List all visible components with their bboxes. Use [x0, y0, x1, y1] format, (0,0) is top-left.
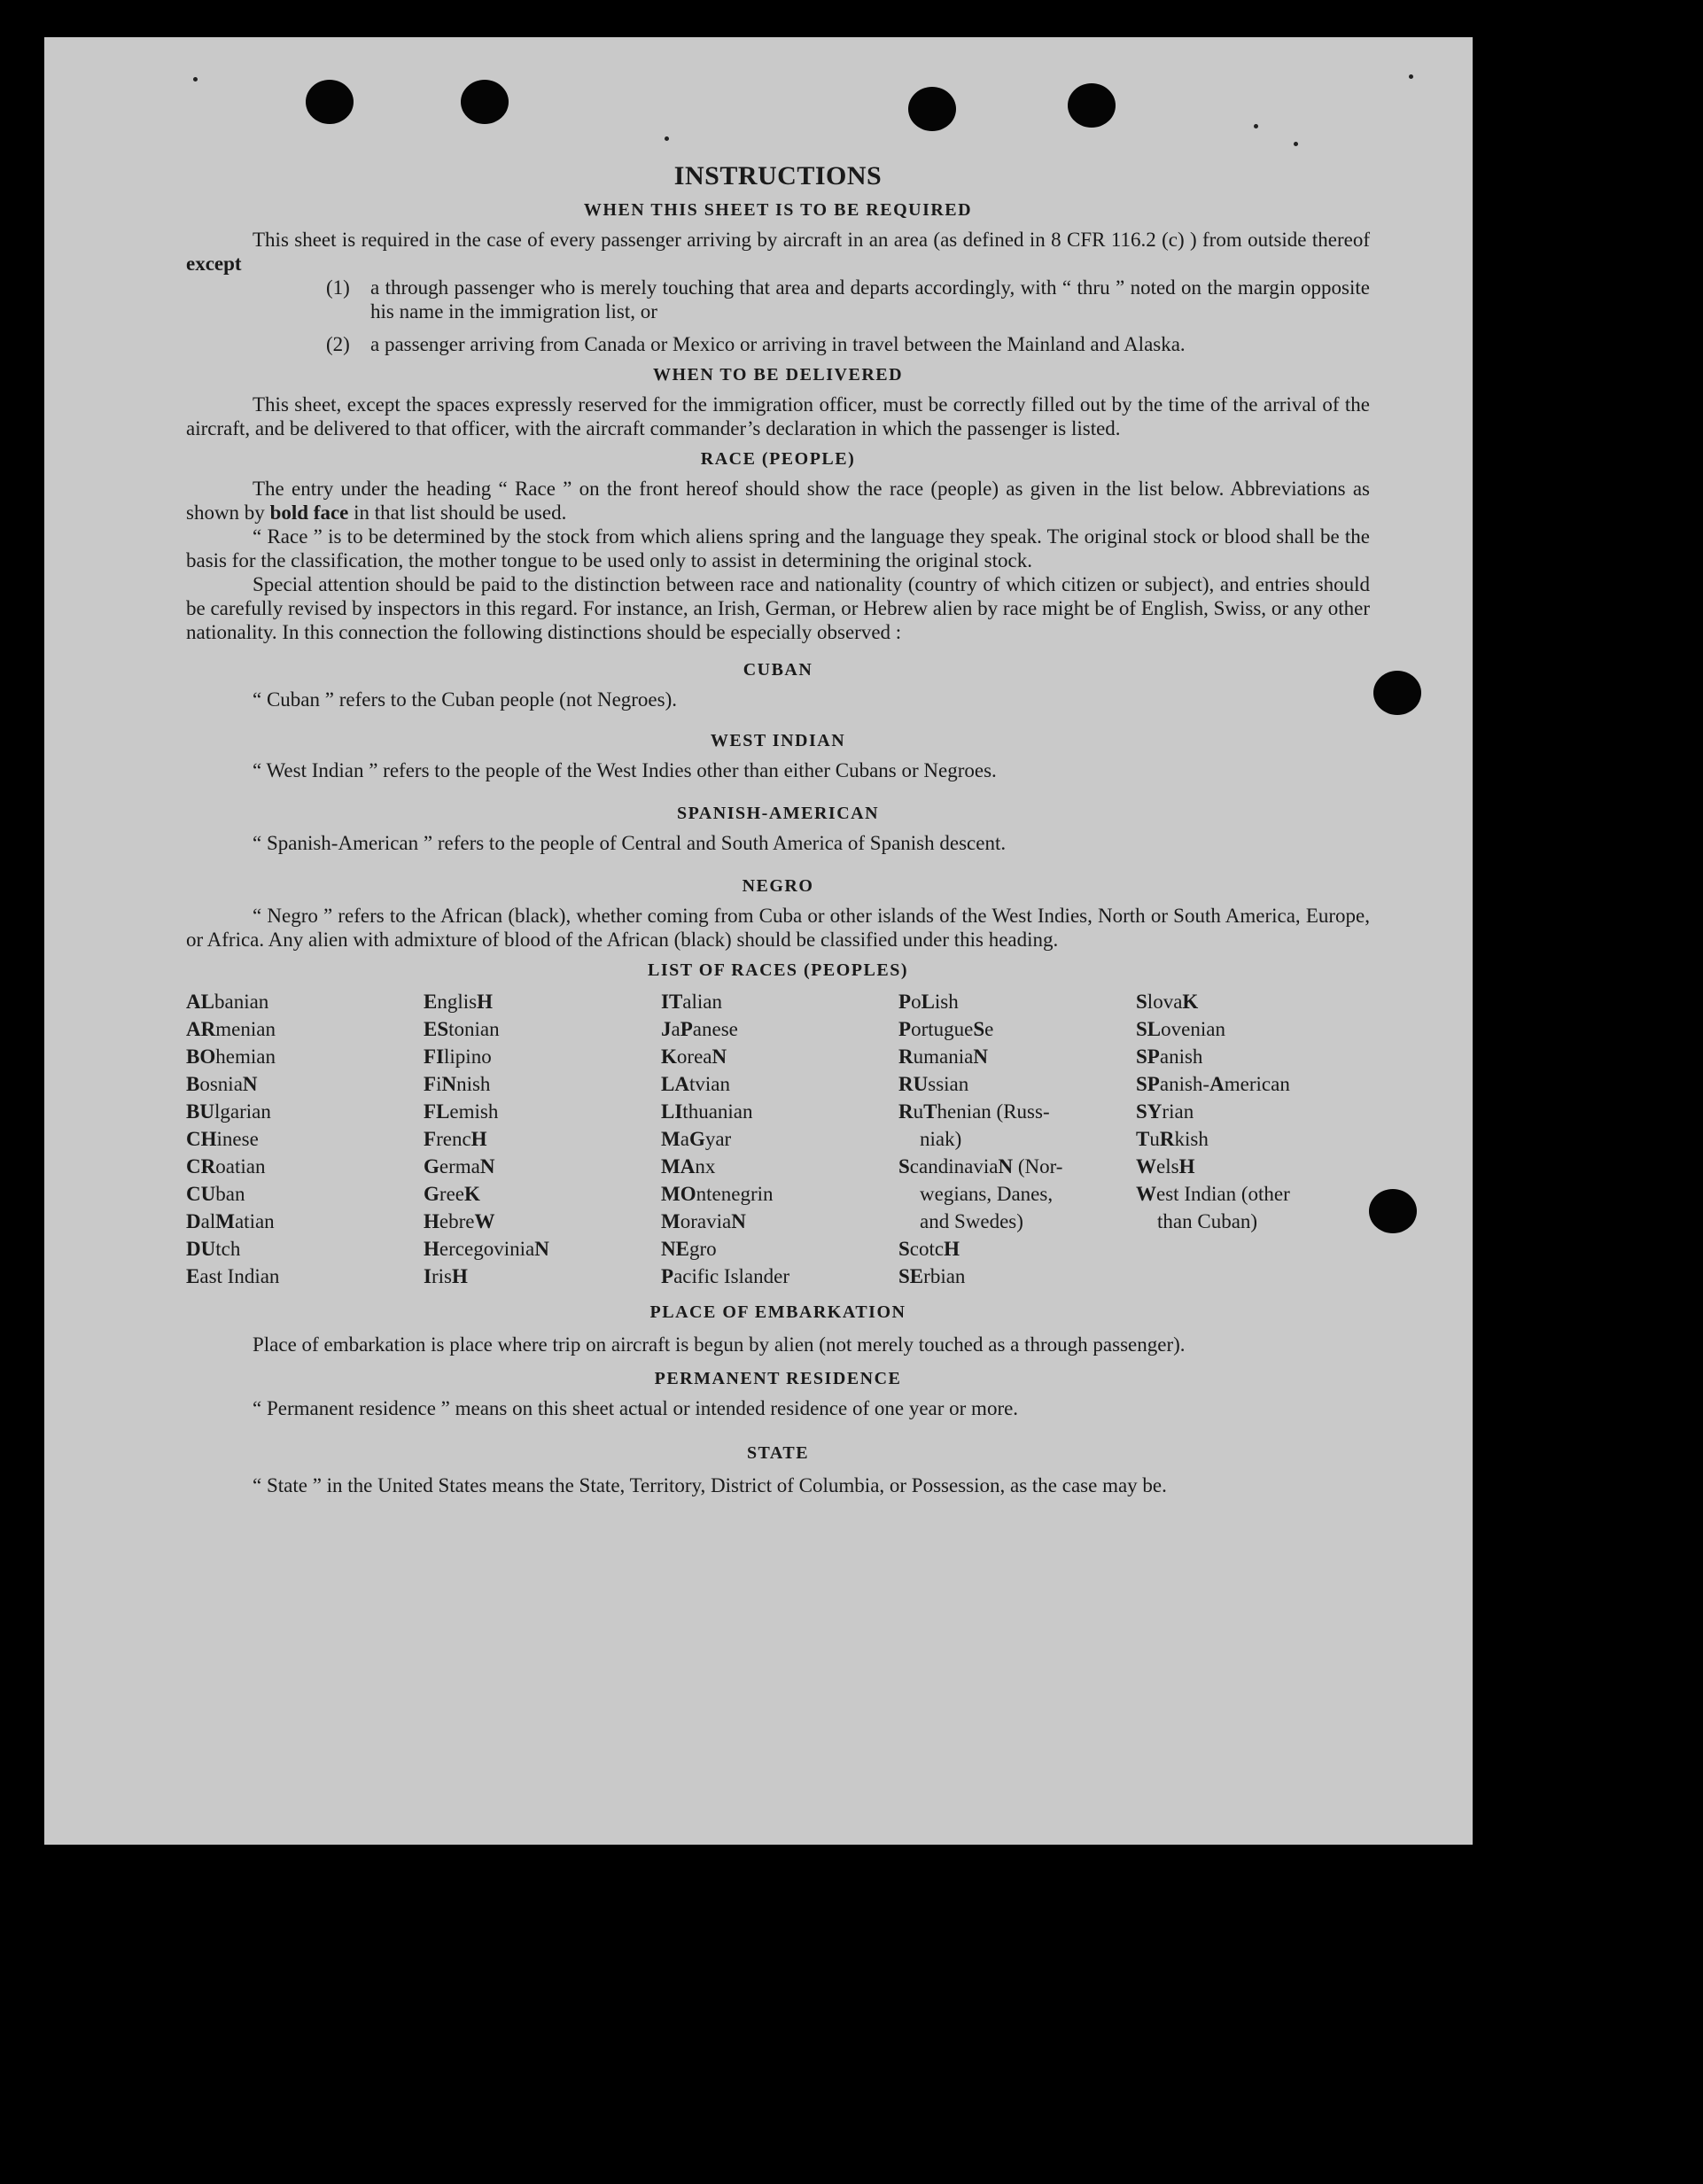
paragraph: “ Permanent residence ” means on this sheet actual or intended residence of one year or more. — [253, 1397, 1019, 1419]
paragraph: This sheet, except the spaces expressly reserved for the immigration officer, must be correctly filled out by the time of the arrival of the aircraft, and be delivered to that officer, with the aircraft commander’s declaration in which the passenger is listed. — [186, 393, 1370, 439]
race-item: FiNnish — [424, 1073, 491, 1095]
race-item: and Swedes) — [920, 1210, 1023, 1232]
race-item: LAtvian — [661, 1073, 730, 1095]
race-item: than Cuban) — [1157, 1210, 1258, 1232]
paragraph: The entry under the heading “ Race ” on the front hereof should show the race (people) as given in the list below. Abbreviations as shown by bold face in that list should be used. — [186, 478, 1370, 524]
race-item: MoraviaN — [661, 1210, 746, 1232]
race-item: SPanish — [1136, 1045, 1203, 1068]
races-column — [186, 988, 424, 1290]
section-heading: STATE — [746, 1443, 810, 1463]
section-heading: NEGRO — [742, 876, 814, 896]
race-item: BosniaN — [186, 1073, 258, 1095]
race-item: wegians, Danes, — [920, 1183, 1054, 1205]
race-item: RUssian — [898, 1073, 969, 1095]
instructions-content — [186, 161, 1370, 1501]
race-item: GreeK — [424, 1183, 480, 1205]
section-heading: LIST OF RACES (PEOPLES) — [647, 960, 908, 980]
punch-hole — [908, 87, 956, 131]
race-item: FIlipino — [424, 1045, 492, 1068]
race-item: GermaN — [424, 1155, 495, 1177]
paragraph: Place of embarkation is place where trip on aircraft is begun by alien (not merely touched as a through passenger). — [253, 1333, 1186, 1356]
race-item: MOntenegrin — [661, 1183, 774, 1205]
section-heading: PERMANENT RESIDENCE — [654, 1369, 902, 1388]
speck — [665, 136, 669, 141]
race-item: CHinese — [186, 1128, 259, 1150]
race-item: WelsH — [1136, 1155, 1195, 1177]
section-heading: WHEN THIS SHEET IS TO BE REQUIRED — [583, 200, 973, 220]
race-item: SLovenian — [1136, 1018, 1225, 1040]
race-item: LIthuanian — [661, 1100, 753, 1123]
speck — [1409, 74, 1413, 79]
races-list — [186, 988, 1370, 1290]
punch-hole — [1369, 1189, 1417, 1233]
race-item: MAnx — [661, 1155, 716, 1177]
race-item: TuRkish — [1136, 1128, 1209, 1150]
section-heading: SPANISH-AMERICAN — [676, 804, 880, 823]
races-column — [1136, 988, 1373, 1290]
section-heading: CUBAN — [743, 660, 813, 680]
race-item: JaPanese — [661, 1018, 738, 1040]
speck — [1294, 142, 1298, 146]
paragraph: “ Negro ” refers to the African (black), whether coming from Cuba or other islands of the West Indies, North or South America, Europe, or Africa. Any alien with admixture of blood of the African (black) should be classified under this heading. — [186, 905, 1370, 951]
section-heading: RACE (PEOPLE) — [700, 449, 856, 469]
document-sheet — [44, 37, 1473, 1845]
race-item: East Indian — [186, 1265, 280, 1287]
punch-hole — [461, 80, 509, 124]
race-item: CUban — [186, 1183, 245, 1205]
list-item: (2) a passenger arriving from Canada or Mexico or arriving in travel between the Mainland and Alaska. — [326, 333, 1186, 355]
race-item: niak) — [920, 1128, 962, 1150]
race-item: PoLish — [898, 991, 959, 1013]
section-heading: PLACE OF EMBARKATION — [649, 1302, 906, 1322]
punch-hole — [306, 80, 354, 124]
race-item: EnglisH — [424, 991, 493, 1013]
race-item: ScotcH — [898, 1238, 960, 1260]
races-column — [424, 988, 661, 1290]
race-item: HercegoviniaN — [424, 1238, 549, 1260]
race-item: HebreW — [424, 1210, 495, 1232]
race-item: Pacific Islander — [661, 1265, 789, 1287]
section-heading: WEST INDIAN — [710, 731, 846, 750]
race-item: ARmenian — [186, 1018, 276, 1040]
race-item: DalMatian — [186, 1210, 275, 1232]
race-item: SPanish-American — [1136, 1073, 1290, 1095]
race-item: PortugueSe — [898, 1018, 994, 1040]
punch-hole — [1373, 671, 1421, 715]
race-item: KoreaN — [661, 1045, 727, 1068]
race-item: NEgro — [661, 1238, 717, 1260]
race-item: FLemish — [424, 1100, 499, 1123]
race-item: DUtch — [186, 1238, 241, 1260]
races-column — [898, 988, 1136, 1290]
race-item: ITalian — [661, 991, 723, 1013]
race-item: FrencH — [424, 1128, 487, 1150]
race-item: SlovaK — [1136, 991, 1199, 1013]
race-item: CRoatian — [186, 1155, 266, 1177]
race-item: MaGyar — [661, 1128, 732, 1150]
paragraph: “ Cuban ” refers to the Cuban people (not Negroes). — [253, 688, 678, 711]
race-item: SYrian — [1136, 1100, 1194, 1123]
race-item: RuThenian (Russ- — [898, 1100, 1050, 1123]
race-item: EStonian — [424, 1018, 500, 1040]
races-column — [661, 988, 898, 1290]
speck — [193, 77, 198, 82]
paragraph: “ Race ” is to be determined by the stock from which aliens spring and the language they speak. The original stock or blood shall be the basis for the classification, the mother tongue to be used only to assist in determining the original stock. — [186, 525, 1370, 571]
paragraph: “ State ” in the United States means the State, Territory, District of Columbia, or Possession, as the case may be. — [253, 1474, 1167, 1496]
list-item: (1) a through passenger who is merely touching that area and departs accordingly, with “ thru ” noted on the margin opposite his name in the immigration list, or — [326, 276, 1370, 323]
page-title: INSTRUCTIONS — [673, 161, 883, 190]
section-heading: WHEN TO BE DELIVERED — [652, 365, 904, 385]
paragraph: “ Spanish-American ” refers to the people of Central and South America of Spanish descent. — [253, 832, 1007, 854]
punch-hole — [1068, 83, 1116, 128]
paragraph: “ West Indian ” refers to the people of the West Indies other than either Cubans or Negroes. — [253, 759, 997, 781]
race-item: West Indian (other — [1136, 1183, 1290, 1205]
race-item: RumaniaN — [898, 1045, 988, 1068]
paragraph: Special attention should be paid to the distinction between race and nationality (country of which citizen or subject), and entries should be carefully revised by inspectors in this regard. For instance, an Irish, German, or Hebrew alien by race might be of English, Swiss, or any other nationality. In this connection the following distinctions should be especially observed : — [186, 573, 1370, 643]
race-item: BUlgarian — [186, 1100, 271, 1123]
race-item: SErbian — [898, 1265, 966, 1287]
race-item: ALbanian — [186, 991, 269, 1013]
speck — [1254, 124, 1258, 128]
race-item: BOhemian — [186, 1045, 276, 1068]
race-item: IrisH — [424, 1265, 468, 1287]
race-item: ScandinaviaN (Nor- — [898, 1155, 1063, 1177]
paragraph: This sheet is required in the case of every passenger arriving by aircraft in an area (as defined in 8 CFR 116.2 (c) ) from outside thereof except — [186, 229, 1370, 275]
